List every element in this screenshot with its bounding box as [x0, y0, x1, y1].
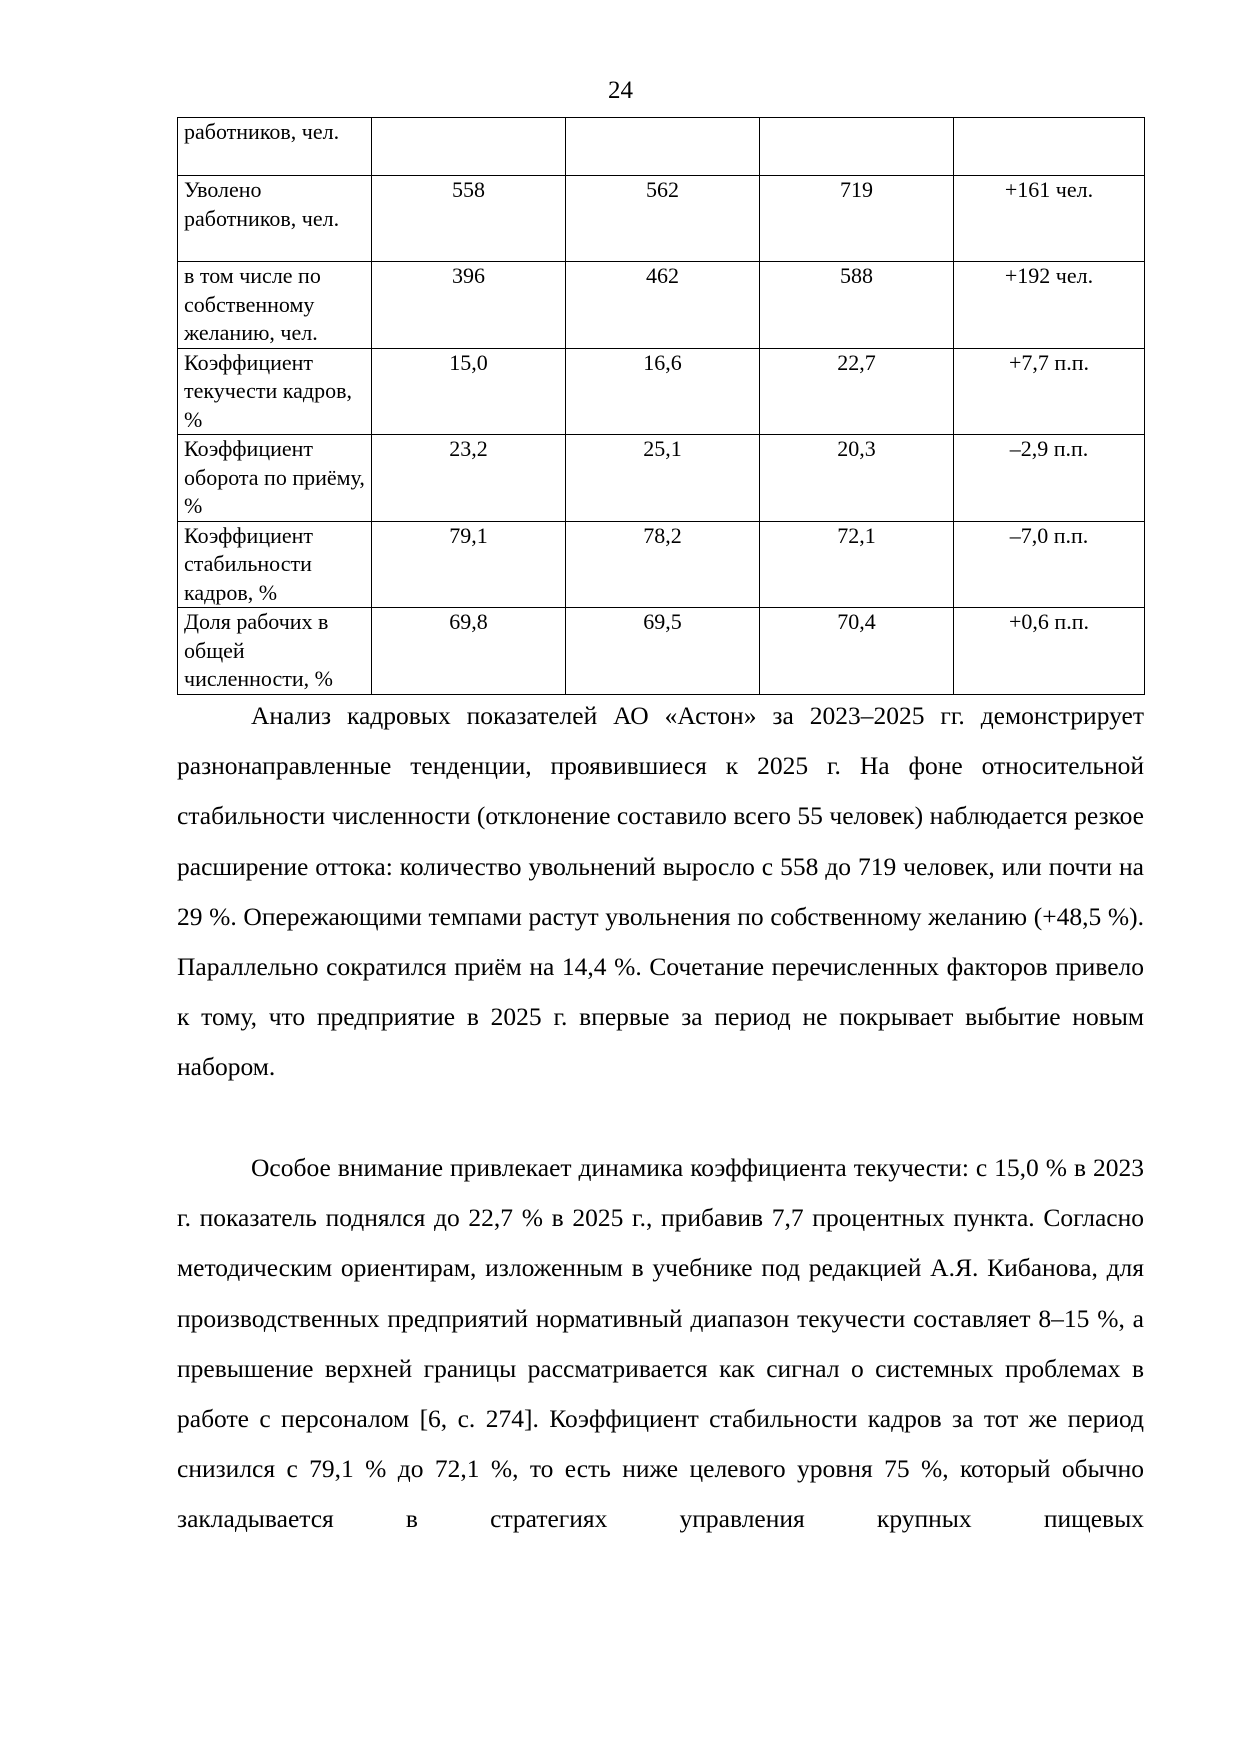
value-2023: 69,8	[372, 608, 566, 695]
value-2024: 562	[566, 176, 760, 262]
row-label: в том числе по собственному желанию, чел.	[178, 262, 372, 349]
value-2025: 22,7	[760, 348, 954, 435]
table-row	[178, 435, 1145, 522]
value-2024	[566, 118, 760, 176]
value-2023: 558	[372, 176, 566, 262]
row-label: Уволено работников, чел.	[178, 176, 372, 262]
personnel-indicators-table	[177, 117, 1145, 695]
row-label: Коэффициент стабильности кадров, %	[178, 521, 372, 608]
paragraph-text: Анализ кадровых показателей АО «Астон» за 2023–2025 гг. демонстрирует разнонаправленные тенденции, проявившиеся к 2025 г. На фоне относительной стабильности численности (отклонение составило всего 55 человек) наблюдается резкое расширение оттока: количество увольнений выросло с 558 до 719 человек, или почти на 29 %. Опережающими темпами растут увольнения по собственному желанию (+48,5 %). Параллельно сократился приём на 14,4 %. Сочетание перечисленных факторов привело к тому, что предприятие в 2025 г. впервые за период не покрывает выбытие новым набором.	[177, 701, 1144, 1082]
row-label: Коэффициент оборота по приёму, %	[178, 435, 372, 522]
row-label: Коэффициент текучести кадров, %	[178, 348, 372, 435]
value-change: –2,9 п.п.	[954, 435, 1145, 522]
analysis-paragraph-2	[177, 1143, 1144, 1545]
analysis-paragraph-1	[177, 691, 1144, 1093]
table-row	[178, 118, 1145, 176]
value-change: +0,6 п.п.	[954, 608, 1145, 695]
value-2023: 396	[372, 262, 566, 349]
table-row	[178, 348, 1145, 435]
value-2023: 23,2	[372, 435, 566, 522]
row-label: Доля рабочих в общей численности, %	[178, 608, 372, 695]
value-2025: 719	[760, 176, 954, 262]
value-change: +7,7 п.п.	[954, 348, 1145, 435]
value-2024: 69,5	[566, 608, 760, 695]
value-2023: 79,1	[372, 521, 566, 608]
value-2025	[760, 118, 954, 176]
value-change: +192 чел.	[954, 262, 1145, 349]
value-change	[954, 118, 1145, 176]
value-2025: 70,4	[760, 608, 954, 695]
value-2023	[372, 118, 566, 176]
table-row	[178, 521, 1145, 608]
page-number: 24	[608, 77, 633, 104]
value-2024: 78,2	[566, 521, 760, 608]
value-2024: 16,6	[566, 348, 760, 435]
value-2025: 588	[760, 262, 954, 349]
value-2023: 15,0	[372, 348, 566, 435]
value-change: +161 чел.	[954, 176, 1145, 262]
paragraph-text: Особое внимание привлекает динамика коэффициента текучести: с 15,0 % в 2023 г. показатель поднялся до 22,7 % в 2025 г., прибавив 7,7 процентных пункта. Согласно методическим ориентирам, изложенным в учебнике под редакцией А.Я. Кибанова, для производственных предприятий нормативный диапазон текучести составляет 8–15 %, а превышение верхней границы рассматривается как сигнал о системных проблемах в работе с персоналом [6, с. 274]. Коэффициент стабильности кадров за тот же период снизился с 79,1 % до 72,1 %, то есть ниже целевого уровня 75 %, который обычно закладывается в стратегиях управления крупных пищевых	[177, 1153, 1144, 1534]
value-2024: 462	[566, 262, 760, 349]
value-2025: 72,1	[760, 521, 954, 608]
value-change: –7,0 п.п.	[954, 521, 1145, 608]
value-2025: 20,3	[760, 435, 954, 522]
table-row	[178, 262, 1145, 349]
value-2024: 25,1	[566, 435, 760, 522]
table-row	[178, 608, 1145, 695]
row-label: работников, чел.	[178, 118, 372, 176]
table-row	[178, 176, 1145, 262]
